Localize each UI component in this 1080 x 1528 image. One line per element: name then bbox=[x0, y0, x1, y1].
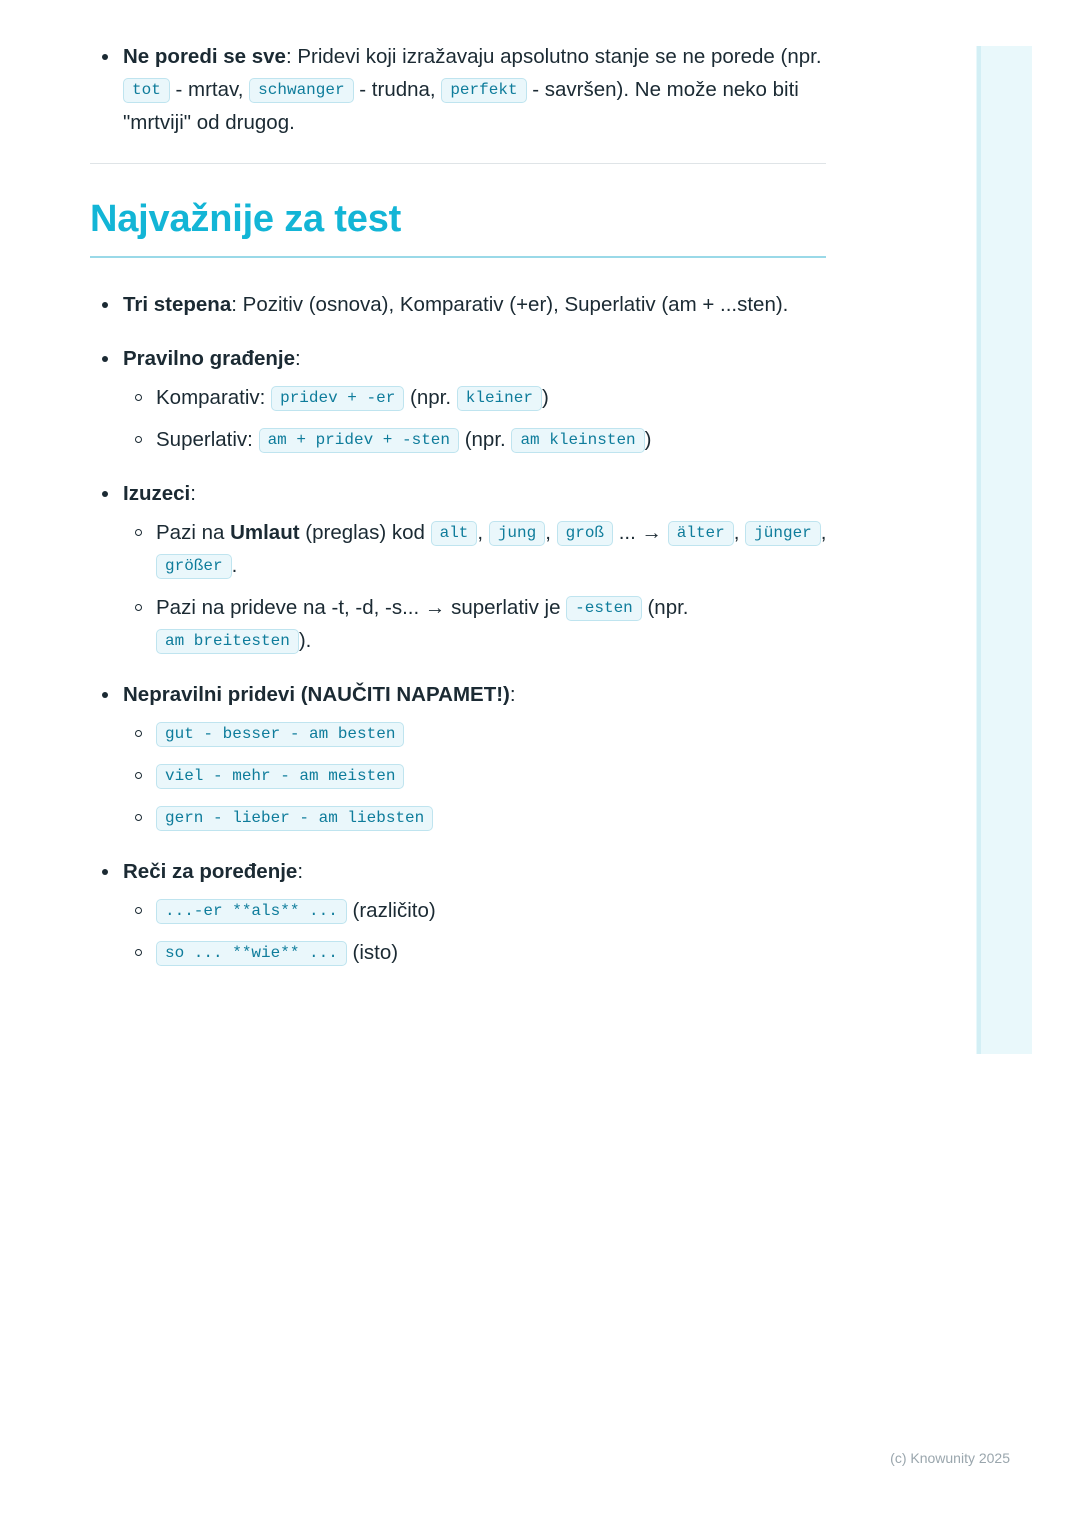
code-gern-row: gern - lieber - am liebsten bbox=[156, 806, 433, 831]
sublist-izuzeci bbox=[123, 516, 830, 657]
code-groesser: größer bbox=[156, 554, 232, 579]
intro-bullet-text-4: - savršen). Ne može neko biti "mrtviji" od drugog. bbox=[123, 78, 799, 134]
superlativ-label: Superlativ: bbox=[156, 427, 253, 451]
title-underline bbox=[90, 256, 826, 258]
intro-bullet-list bbox=[90, 40, 830, 139]
document-page bbox=[90, 40, 830, 990]
intro-bullet-text-3: - trudna, bbox=[353, 78, 442, 101]
umlaut-bold: Umlaut bbox=[230, 520, 300, 544]
item-colon: : bbox=[297, 859, 304, 883]
item-label: Tri stepena bbox=[123, 292, 232, 316]
list-item-pravilno-gradjenje bbox=[90, 342, 830, 456]
example-close: ) bbox=[644, 427, 652, 451]
decorative-side-band bbox=[976, 46, 1032, 1054]
item-label: Reči za poređenje bbox=[123, 859, 298, 883]
list-item-tri-stepena bbox=[90, 288, 830, 321]
sublist-poredjenje bbox=[123, 894, 830, 969]
item-label: Nepravilni pridevi (NAUČITI NAPAMET!) bbox=[123, 682, 510, 706]
item-label: Izuzeci bbox=[123, 481, 191, 505]
umlaut-post: (preglas) kod bbox=[299, 520, 431, 544]
code-gut-row: gut - besser - am besten bbox=[156, 722, 404, 747]
list-item bbox=[123, 894, 830, 927]
code-juenger: jünger bbox=[745, 521, 821, 546]
section-divider bbox=[90, 163, 826, 164]
code-alt: alt bbox=[431, 521, 478, 546]
list-item bbox=[123, 591, 830, 657]
decorative-side-rule bbox=[977, 46, 981, 1054]
sublist-nepravilni bbox=[123, 717, 830, 834]
list-item bbox=[123, 801, 830, 834]
list-item bbox=[123, 717, 830, 750]
code-perfekt: perfekt bbox=[441, 78, 526, 103]
list-item bbox=[123, 759, 830, 792]
tds-pre: Pazi na prideve na -t, -d, -s... → superlativ je bbox=[156, 595, 567, 619]
umlaut-pre: Pazi na bbox=[156, 520, 231, 544]
list-item bbox=[123, 381, 830, 414]
code-aelter: älter bbox=[668, 521, 734, 546]
code-schwanger: schwanger bbox=[249, 78, 353, 103]
main-bullet-list bbox=[90, 288, 830, 969]
sublist-pravilno bbox=[123, 381, 830, 456]
example-open: (npr. bbox=[410, 385, 452, 409]
intro-bullet-label: Ne poredi se sve bbox=[123, 45, 286, 68]
sep: , bbox=[545, 520, 551, 544]
code-jung: jung bbox=[489, 521, 545, 546]
code-kleiner: kleiner bbox=[457, 386, 542, 411]
list-item-nepravilni-pridevi bbox=[90, 678, 830, 834]
list-item bbox=[123, 516, 830, 582]
list-item-izuzeci bbox=[90, 477, 830, 657]
example-open: (npr. bbox=[464, 427, 506, 451]
tds-end: ). bbox=[298, 628, 312, 652]
intro-bullet-text-2: - mrtav, bbox=[169, 78, 250, 101]
tds-mid: (npr. bbox=[647, 595, 689, 619]
note-razlicito: (različito) bbox=[352, 898, 436, 922]
page-title: Najvažnije za test bbox=[90, 198, 402, 240]
list-item-reci-za-poredjenje bbox=[90, 855, 830, 969]
item-colon: : bbox=[190, 481, 196, 505]
sep: , bbox=[733, 520, 740, 544]
code-gross: groß bbox=[557, 521, 613, 546]
code-komparativ-rule: pridev + -er bbox=[271, 386, 404, 411]
intro-bullet-text-1: : Pridevi koji izražavaju apsolutno stanje se ne porede (npr. bbox=[285, 45, 822, 68]
item-colon: : bbox=[295, 346, 301, 370]
list-item bbox=[90, 40, 830, 139]
code-am-kleinsten: am kleinsten bbox=[511, 428, 644, 453]
code-viel-row: viel - mehr - am meisten bbox=[156, 764, 404, 789]
code-wie-pattern: so ... **wie** ... bbox=[156, 941, 347, 966]
arrow: ... → bbox=[618, 520, 663, 544]
item-colon: : bbox=[509, 682, 516, 706]
komparativ-label: Komparativ: bbox=[156, 385, 266, 409]
code-esten: -esten bbox=[566, 596, 642, 621]
code-am-breitesten: am breitesten bbox=[156, 629, 299, 654]
sep: , bbox=[477, 520, 484, 544]
item-label: Pravilno građenje bbox=[123, 346, 296, 370]
code-superlativ-rule: am + pridev + -sten bbox=[259, 428, 459, 453]
list-item bbox=[123, 936, 830, 969]
code-tot: tot bbox=[123, 78, 170, 103]
example-close: ) bbox=[541, 385, 549, 409]
item-text: : Pozitiv (osnova), Komparativ (+er), Superlativ (am + ...sten). bbox=[231, 292, 789, 316]
code-als-pattern: ...-er **als** ... bbox=[156, 899, 347, 924]
note-isto: (isto) bbox=[352, 940, 399, 964]
sep: , bbox=[820, 520, 827, 544]
list-item bbox=[123, 423, 830, 456]
copyright-footer: (c) Knowunity 2025 bbox=[890, 1450, 1010, 1466]
end-period: . bbox=[231, 553, 238, 577]
